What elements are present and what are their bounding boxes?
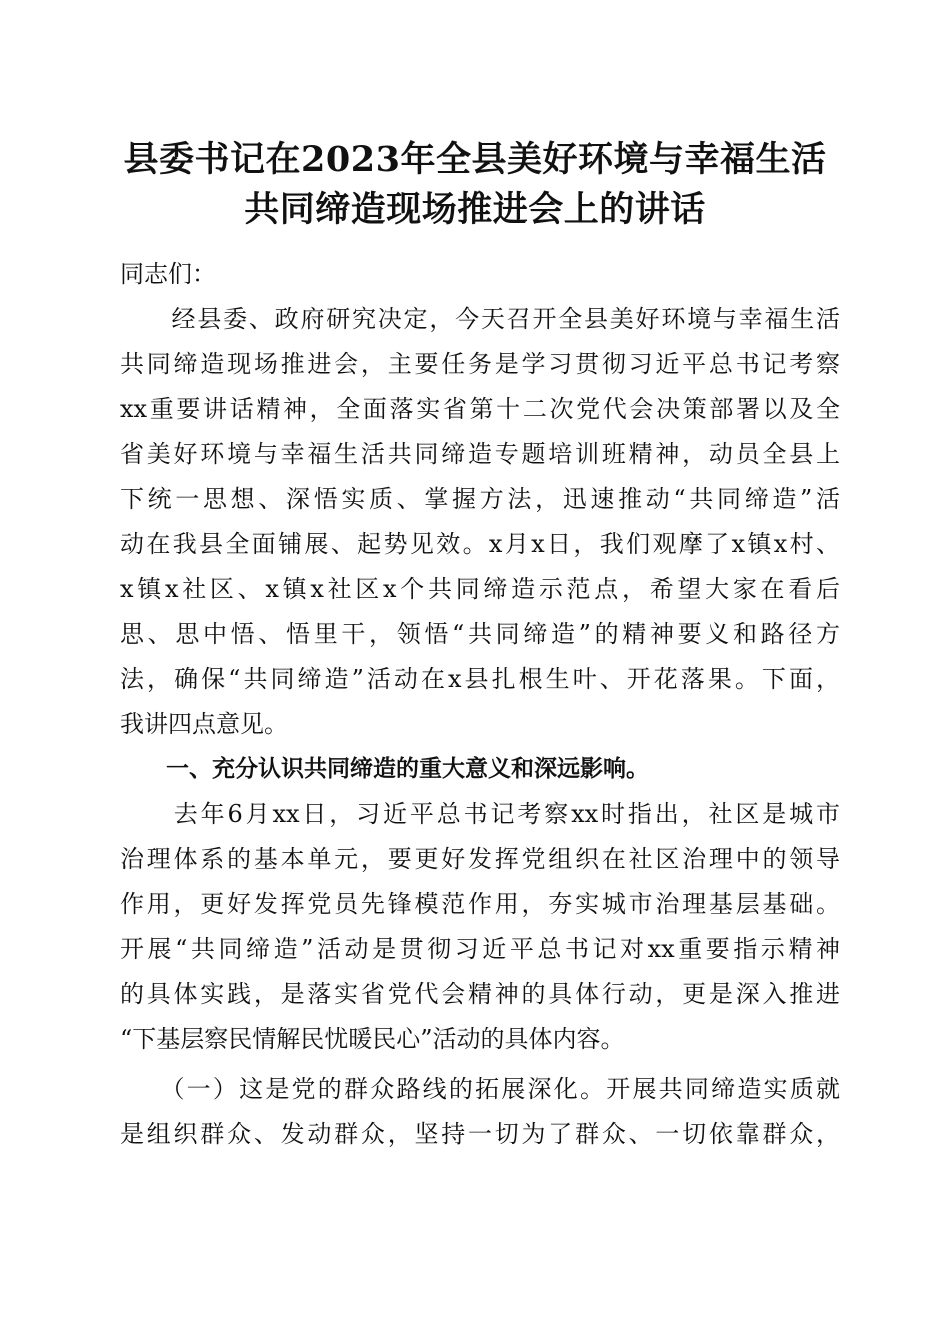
paragraph-line: 开展“共同缔造”活动是贯彻习近平总书记对xx重要指示精神 <box>120 935 840 963</box>
paragraph-line: 经县委、政府研究决定，今天召开全县美好环境与幸福生活 <box>120 305 840 333</box>
paragraph-line: 思、思中悟、悟里干，领悟“共同缔造”的精神要义和路径方 <box>120 620 840 648</box>
paragraph-line: 作用，更好发挥党员先锋模范作用，夯实城市治理基层基础。 <box>120 890 840 918</box>
paragraph-line: 去年6月xx日，习近平总书记考察xx时指出，社区是城市 <box>120 800 840 828</box>
paragraph-line: 共同缔造现场推进会，主要任务是学习贯彻习近平总书记考察 <box>120 350 840 378</box>
document-title-line-2: 共同缔造现场推进会上的讲话 <box>244 189 706 230</box>
paragraph-line: 法，确保“共同缔造”活动在x县扎根生叶、开花落果。下面， <box>120 665 840 693</box>
paragraph-line: 我讲四点意见。 <box>120 710 288 738</box>
section-heading: 一、充分认识共同缔造的重大意义和深远影响。 <box>120 756 649 782</box>
subsection-line: （一）这是党的群众路线的拓展深化。开展共同缔造实质就 <box>120 1075 840 1103</box>
paragraph-line: xx重要讲话精神，全面落实省第十二次党代会决策部署以及全 <box>120 395 840 423</box>
paragraph-line: 的具体实践，是落实省党代会精神的具体行动，更是深入推进 <box>120 980 840 1008</box>
paragraph-line: 是组织群众、发动群众，坚持一切为了群众、一切依靠群众， <box>120 1120 840 1148</box>
paragraph-line: x镇x社区、x镇x社区x个共同缔造示范点，希望大家在看后 <box>120 575 840 603</box>
paragraph-line: “下基层察民情解民忧暖民心”活动的具体内容。 <box>120 1025 625 1053</box>
paragraph-line: 动在我县全面铺展、起势见效。x月x日，我们观摩了x镇x村、 <box>120 530 840 558</box>
paragraph-line: 省美好环境与幸福生活共同缔造专题培训班精神，动员全县上 <box>120 440 840 468</box>
document-title-line-1: 县委书记在2023年全县美好环境与幸福生活 <box>123 139 827 180</box>
paragraph-line: 下统一思想、深悟实质、掌握方法，迅速推动“共同缔造”活 <box>120 485 840 513</box>
paragraph-line: 治理体系的基本单元，要更好发挥党组织在社区治理中的领导 <box>120 845 840 873</box>
salutation: 同志们： <box>120 260 216 288</box>
